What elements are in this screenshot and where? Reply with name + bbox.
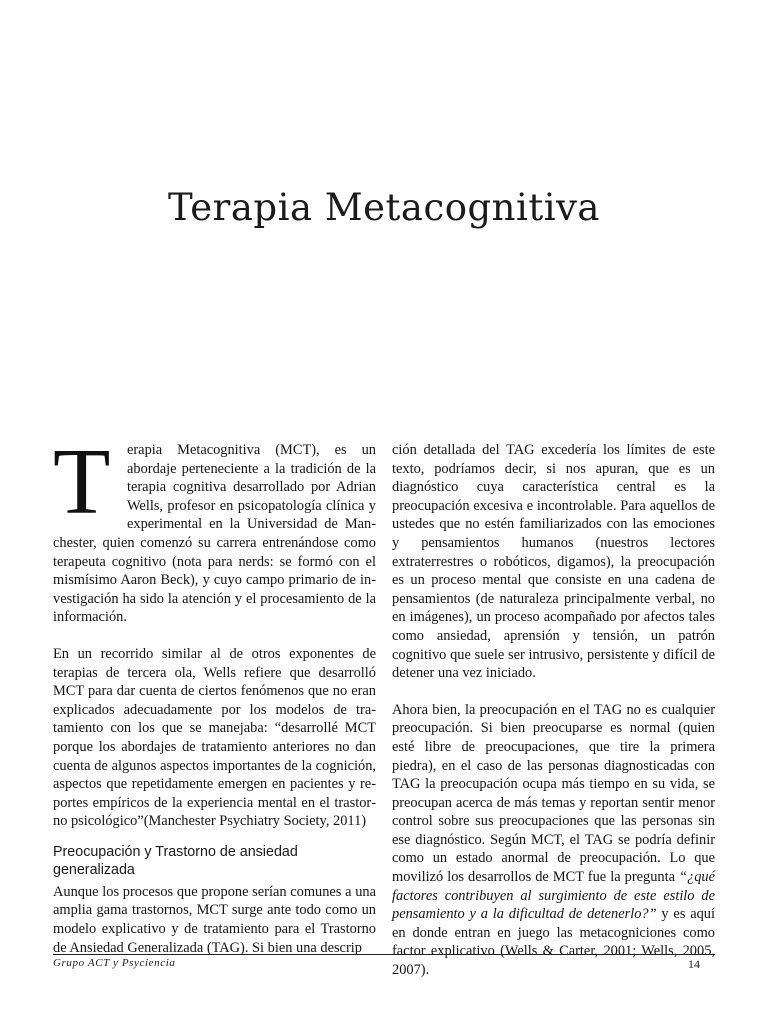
page-title: Terapia Metacognitiva xyxy=(167,186,600,229)
italic-question: “¿qué factores contribuyen al surgimiento de este estilo de pensamiento y a la dificultad de detenerlo?” xyxy=(392,869,715,923)
paragraph-third: Aunque los procesos que propone serían comunes a una amplia gama trastornos, MCT surge ante todo como un modelo explicativo y de tratamiento para el Trastorno de Ansiedad Generalizada (TAG). Si bien una descrip xyxy=(53,883,376,956)
section-subheading: Preocupación y Trastorno de ansiedad generalizada xyxy=(53,843,298,878)
paragraph-intro: erapia Metacognitiva (MCT), es un abordaje perteneciente a la tradición de la terapia cognitiva desarrollado por Adrian Wells, profesor en psicopatología clínica y experimental en la Universidad de Manchester, quien comenzó su carrera entrenándose como terapeuta cognitivo (nota para nerds: se formó con el mismísimo Aaron Beck), y cuyo campo primario de investigación ha sido la atención y el procesamiento de la información. xyxy=(53,442,376,626)
paragraph-text-before-quote: Ahora bien, la preocupación en el TAG no es cualquier preocupación. Si bien preocuparse es normal (quien esté libre de preocupaciones, que tire la primera piedra), en el caso de las personas diagnosticadas con TAG la preocupación ocupa más tiempo en su vida, se preocupan acerca de más temas y reportan sentir menor control sobre sus preocupaciones que las personas sin ese diagnóstico. Según MCT, el TAG se podría definir como un estado anormal de preocupación. Lo que movilizó los desarrollos de MCT fue la pregunta xyxy=(392,701,715,886)
left-column xyxy=(53,430,376,957)
drop-cap: T xyxy=(53,430,111,534)
right-column xyxy=(392,441,715,980)
paragraph-text-after-quote: y es aquí en donde entran en juego las metacogniciones como factor explicativo (Wells & Carter, 2001; Wells, 2005, 2007). xyxy=(392,906,715,979)
paragraph-continued: ción detallada del TAG excedería los límites de este texto, podríamos decir, si nos apuran, que es un diagnóstico cuya característica central es la preocupación excesiva e incontrolable. Para aquellos de ustedes que no estén familiarizados con las emociones y pensamientos humanos (nuestros lectores extraterrestres o robóticos, digamos), la preocupación es un proceso mental que consiste en una cadena de pensamientos (de naturaleza principalmente verbal, no en imágenes), un proceso acompañado por afectos tales como ansiedad, aprensión y tensión, un patrón cognitivo que suele ser intrusivo, persistente y difícil de detener una vez iniciado. xyxy=(392,442,715,682)
paragraph-tag-definition xyxy=(392,701,715,980)
footer-publisher: Grupo ACT y Psyciencia xyxy=(53,957,176,969)
page-number: 14 xyxy=(688,957,700,971)
footer-divider xyxy=(53,954,715,955)
paragraph-second: En un recorrido similar al de otros exponentes de terapias de tercera ola, Wells refiere que desarrolló MCT para dar cuenta de ciertos fenómenos que no eran explicados adecuadamente por los modelos de tratamiento con los que se manejaba: “desarrollé MCT porque los abordajes de tratamiento anteriores no dan cuenta de algunos aspectos importantes de la cognición, aspectos que repetidamente emergen en pacientes y reportes empíricos de la experiencia mental en el trastorno psicológico”(Manchester Psychiatry Society, 2011) xyxy=(53,645,376,830)
